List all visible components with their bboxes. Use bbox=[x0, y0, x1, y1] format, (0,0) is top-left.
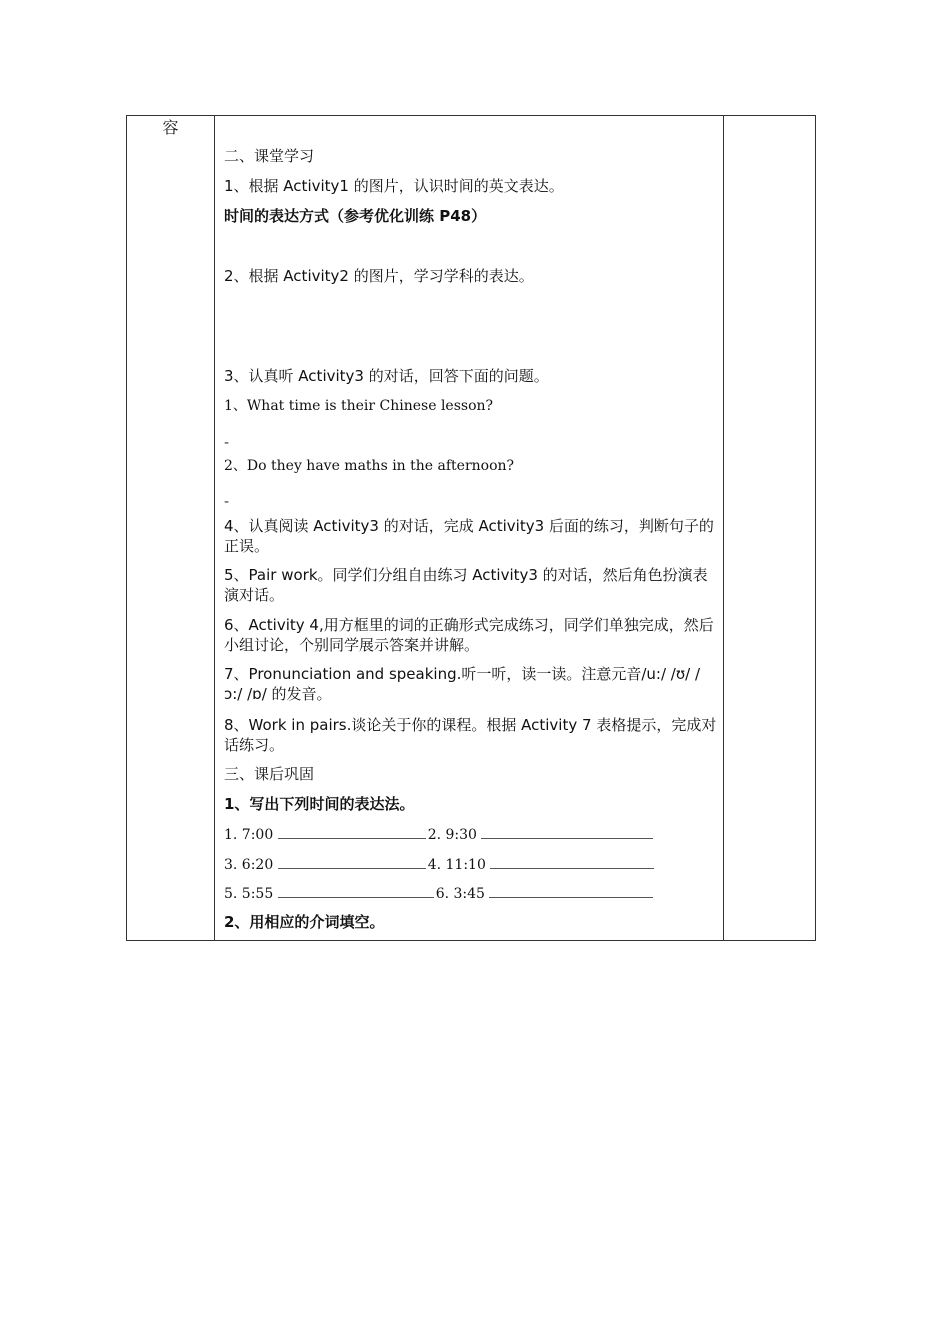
exercise-label: 1. 7:00 bbox=[224, 827, 274, 843]
answer-blank[interactable] bbox=[489, 883, 653, 898]
left-cell-label: 容 bbox=[162, 118, 179, 137]
exercise-2-heading: 2、用相应的介词填空。 bbox=[224, 913, 385, 931]
exercise-label: 3. 6:20 bbox=[224, 857, 274, 873]
answer-blank[interactable] bbox=[278, 854, 426, 869]
answer-blank[interactable] bbox=[278, 883, 434, 898]
item-8: 8、Work in pairs.谈论关于你的课程。根据 Activity 7 表格提示，完成对话练习。 bbox=[224, 716, 717, 754]
section-heading-class-study: 二、课堂学习 bbox=[224, 147, 315, 165]
item-5: 5、Pair work。同学们分组自由练习 Activity3 的对话，然后角色扮演表演对话。 bbox=[224, 566, 708, 604]
exercise-row-3 bbox=[224, 883, 718, 904]
exercise-1-heading: 1、写出下列时间的表达法。 bbox=[224, 795, 415, 813]
section-heading-consolidation: 三、课后巩固 bbox=[224, 765, 315, 783]
column-divider-right bbox=[723, 116, 724, 940]
exercise-label: 2. 9:30 bbox=[427, 827, 477, 843]
item-6: 6、Activity 4,用方框里的词的正确形式完成练习，同学们单独完成，然后小组讨论，个别同学展示答案并讲解。 bbox=[224, 616, 714, 654]
answer-blank[interactable] bbox=[490, 854, 654, 869]
item-activity3-listen: 3、认真听 Activity3 的对话，回答下面的问题。 bbox=[224, 367, 549, 385]
answer-blank[interactable] bbox=[481, 824, 653, 839]
exercise-row-1 bbox=[224, 824, 718, 845]
question-2: 2、Do they have maths in the afternoon? bbox=[224, 458, 515, 474]
item-7: 7、Pronunciation and speaking.听一听，读一读。注意元音/u:/ /ʊ/ /ɔ:/ /ɒ/ 的发音。 bbox=[224, 665, 700, 703]
exercise-label: 5. 5:55 bbox=[224, 886, 274, 902]
column-divider-left bbox=[214, 116, 215, 940]
answer-line-2: - bbox=[224, 494, 230, 510]
item-activity2: 2、根据 Activity2 的图片，学习学科的表达。 bbox=[224, 267, 534, 285]
exercise-label: 6. 3:45 bbox=[435, 886, 485, 902]
exercise-label: 4. 11:10 bbox=[427, 857, 486, 873]
answer-blank[interactable] bbox=[278, 824, 426, 839]
item-4: 4、认真阅读 Activity3 的对话，完成 Activity3 后面的练习，判断句子的正误。 bbox=[224, 517, 714, 555]
item-activity1: 1、根据 Activity1 的图片，认识时间的英文表达。 bbox=[224, 177, 564, 195]
question-1: 1、What time is their Chinese lesson? bbox=[224, 398, 494, 414]
answer-line-1: - bbox=[224, 435, 230, 451]
lesson-table bbox=[126, 115, 816, 941]
time-expression-heading: 时间的表达方式（参考优化训练 P48） bbox=[224, 207, 487, 225]
exercise-row-2 bbox=[224, 854, 718, 875]
